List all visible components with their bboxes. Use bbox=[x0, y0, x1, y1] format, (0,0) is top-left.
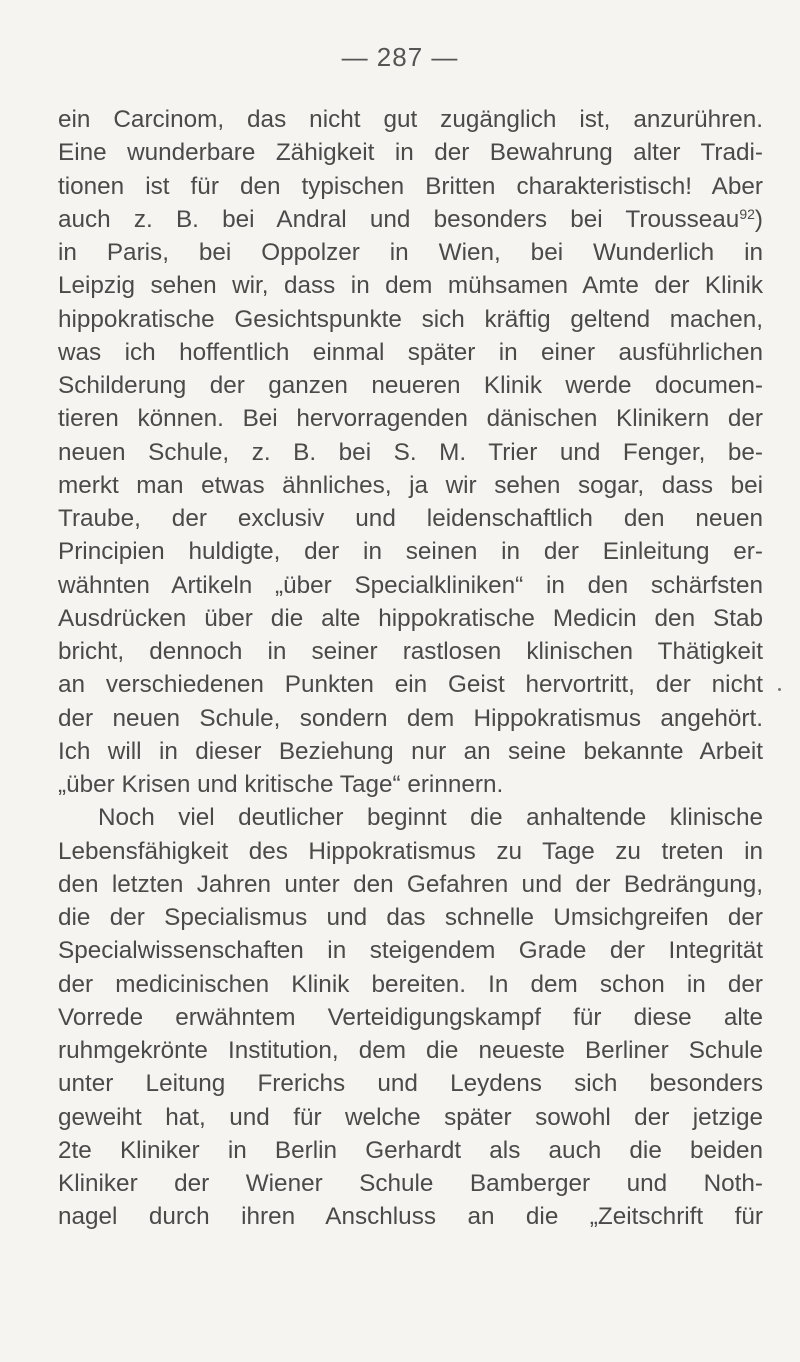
text-line: der medicinischen Klinik bereiten. In dem schon in der bbox=[58, 970, 763, 998]
text-line: Traube, der exclusiv und leidenschaftlich den neuen bbox=[58, 505, 763, 532]
text-line: nagel durch ihren Anschluss an die „Zeitschrift für bbox=[58, 1203, 763, 1231]
text-line: neuen Schule, z. B. bei S. M. Trier und Fenger, be- bbox=[58, 438, 763, 466]
text-line: an verschiedenen Punkten ein Geist hervortritt, der nicht bbox=[58, 671, 763, 699]
text-line: Ausdrücken über die alte hippokratische Medicin den Stab bbox=[58, 604, 763, 632]
text-line: auch z. B. bei Andral und besonders bei Trousseau$^{92}$) bbox=[58, 205, 763, 233]
text-line: Principien huldigte, der in seinen in der Einleitung er- bbox=[58, 538, 763, 566]
text-line: Lebensfähigkeit des Hippokratismus zu Tage zu treten in bbox=[58, 837, 763, 865]
text-line: was ich hoffentlich einmal später in einer ausführlichen bbox=[58, 338, 763, 366]
text-line: ein Carcinom, das nicht gut zugänglich ist, anzurühren. bbox=[58, 106, 763, 133]
text-line: 2te Kliniker in Berlin Gerhardt als auch die beiden bbox=[58, 1136, 763, 1164]
text-line: merkt man etwas ähnliches, ja wir sehen sogar, dass bei bbox=[58, 471, 763, 499]
print-speck bbox=[778, 688, 781, 691]
text-line: Ich will in dieser Beziehung nur an seine bekannte Arbeit bbox=[58, 737, 763, 765]
text-line: tionen ist für den typischen Britten charakteristisch! Aber bbox=[58, 172, 763, 200]
text-line: bricht, dennoch in seiner rastlosen klinischen Thätigkeit bbox=[58, 638, 763, 665]
page-number: — 287 — bbox=[341, 42, 459, 72]
text-line: Leipzig sehen wir, dass in dem mühsamen Amte der Klinik bbox=[58, 272, 763, 300]
text-line: Kliniker der Wiener Schule Bamberger und Noth- bbox=[58, 1170, 763, 1197]
paragraph-end-line: „über Krisen und kritische Tage“ erinnern. bbox=[58, 771, 504, 798]
body-text bbox=[58, 103, 763, 1234]
text-line: unter Leitung Frerichs und Leydens sich besonders bbox=[58, 1070, 763, 1098]
text-line: die der Specialismus und das schnelle Umsichgreifen der bbox=[58, 904, 763, 931]
text-line: in Paris, bei Oppolzer in Wien, bei Wunderlich in bbox=[58, 239, 763, 266]
text-line: tieren können. Bei hervorragenden dänischen Klinikern der bbox=[58, 405, 763, 433]
text-line: geweiht hat, und für welche später sowohl der jetzige bbox=[58, 1103, 763, 1131]
text-line: Eine wunderbare Zähigkeit in der Bewahrung alter Tradi- bbox=[58, 139, 763, 167]
text-line: den letzten Jahren unter den Gefahren und der Bedrängung, bbox=[58, 870, 763, 898]
text-line: Vorrede erwähntem Verteidigungskampf für diese alte bbox=[58, 1003, 763, 1031]
text-line: der neuen Schule, sondern dem Hippokratismus angehört. bbox=[58, 704, 763, 732]
paragraph-start-line: Noch viel deutlicher beginnt die anhaltende klinische bbox=[98, 804, 763, 832]
text-line: ruhmgekrönte Institution, dem die neueste Berliner Schule bbox=[58, 1037, 763, 1064]
text-line: wähnten Artikeln „über Specialkliniken“ in den schärfsten bbox=[58, 571, 763, 599]
text-line: Specialwissenschaften in steigendem Grade der Integrität bbox=[58, 937, 763, 965]
text-line: hippokratische Gesichtspunkte sich kräftig geltend machen, bbox=[58, 305, 763, 333]
text-line: Schilderung der ganzen neueren Klinik werde documen- bbox=[58, 372, 763, 399]
